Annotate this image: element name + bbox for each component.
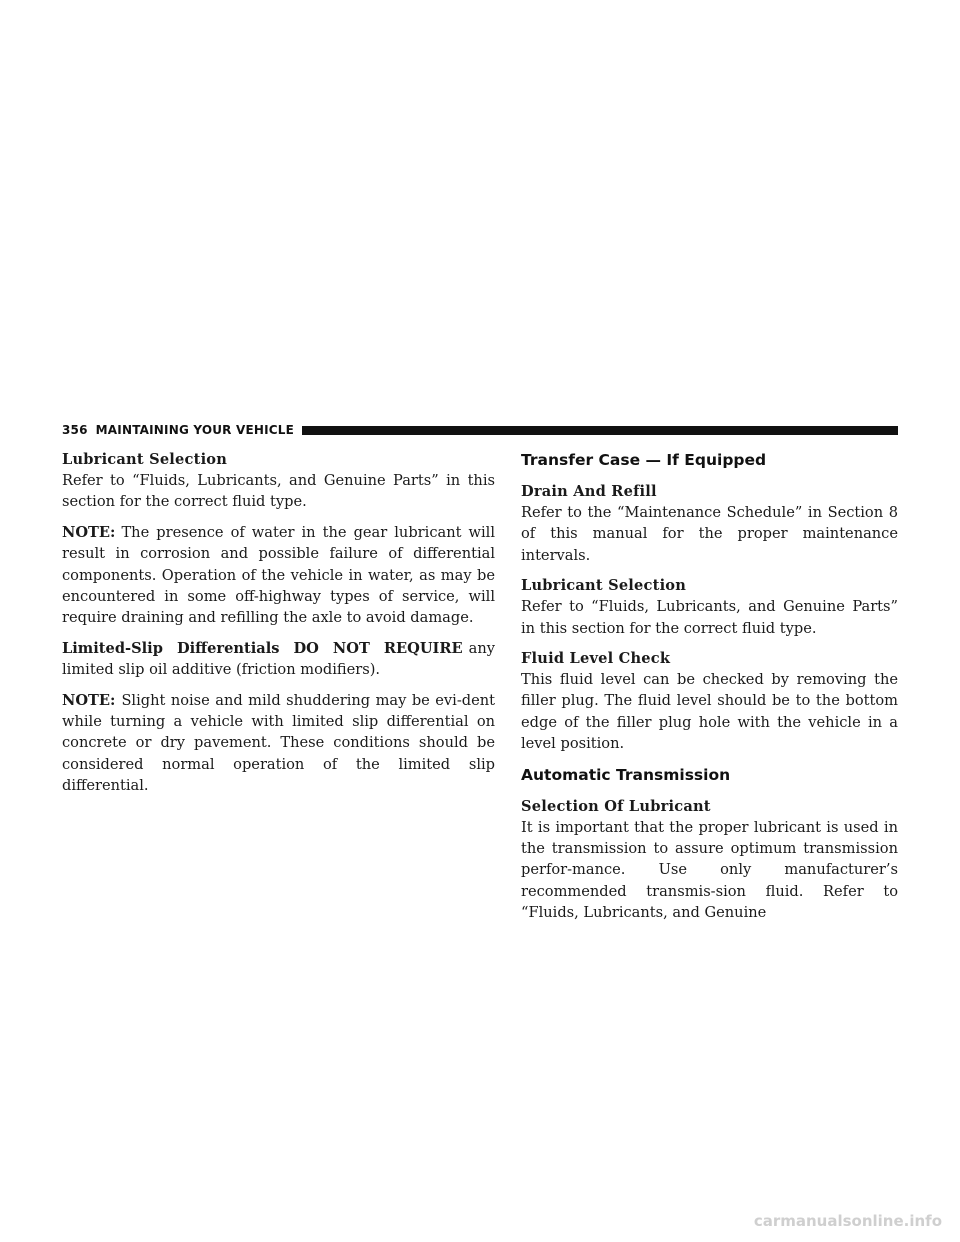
lubricant-selection-title: Lubricant Selection bbox=[521, 577, 687, 595]
automatic-transmission-heading: Automatic Transmission bbox=[521, 765, 731, 784]
page-number: 356 bbox=[62, 423, 88, 437]
drain-refill-title: Drain And Refill bbox=[521, 483, 657, 500]
note-text: The presence of water in the gear lubricant will result in corrosion and possible failure of differential components. Operation of the vehicle in water, as may be encountered in some off-highway types of service, will require draining and refilling the axle to avoid damage. bbox=[62, 523, 495, 627]
header-rule bbox=[302, 426, 898, 435]
limited-slip-paragraph bbox=[62, 638, 495, 681]
lubricant-selection-text: Refer to “Fluids, Lubricants, and Genuine Parts” in this section for the correct fluid type. bbox=[521, 598, 898, 637]
lubricant-selection-title: Lubricant Selection bbox=[62, 451, 228, 468]
note-label: NOTE: bbox=[62, 691, 116, 709]
fluid-level-text: This fluid level can be checked by removing the filler plug. The fluid level should be to the bottom edge of the filler plug hole with the vehicle in a level position. bbox=[521, 671, 898, 753]
page-header bbox=[62, 421, 898, 439]
transfer-case-heading: Transfer Case — If Equipped bbox=[521, 451, 767, 469]
note-text: Slight noise and mild shuddering may be evi-dent while turning a vehicle with limited slip differential on concrete or dry pavement. These conditions should be considered normal operation of the limited slip differential. bbox=[62, 691, 495, 795]
limited-slip-text: any limited slip oil additive (friction modifiers). bbox=[62, 639, 495, 679]
watermark: carmanualsonline.info bbox=[753, 1212, 942, 1230]
note-paragraph-2 bbox=[62, 690, 495, 797]
lubricant-selection-text: Refer to “Fluids, Lubricants, and Genuine Parts” in this section for the correct fluid type. bbox=[62, 472, 495, 511]
selection-lubricant-title: Selection Of Lubricant bbox=[521, 797, 711, 815]
limited-slip-label: Limited-Slip Differentials DO NOT REQUIRE bbox=[62, 639, 463, 657]
fluid-level-title: Fluid Level Check bbox=[521, 650, 671, 668]
note-label: NOTE: bbox=[62, 523, 116, 541]
drain-refill-text: Refer to the “Maintenance Schedule” in Section 8 of this manual for the proper maintenance intervals. bbox=[521, 504, 898, 564]
section-title: MAINTAINING YOUR VEHICLE bbox=[95, 423, 295, 437]
selection-lubricant-text: It is important that the proper lubricant is used in the transmission to assure optimum transmission perfor-mance. Use only manufacturer’s recommended transmis-sion fluid. Refer to “Fluids, Lubricants, and Genuine bbox=[521, 818, 898, 922]
note-paragraph-1 bbox=[62, 522, 495, 629]
left-column bbox=[62, 449, 495, 806]
right-column bbox=[521, 449, 898, 933]
